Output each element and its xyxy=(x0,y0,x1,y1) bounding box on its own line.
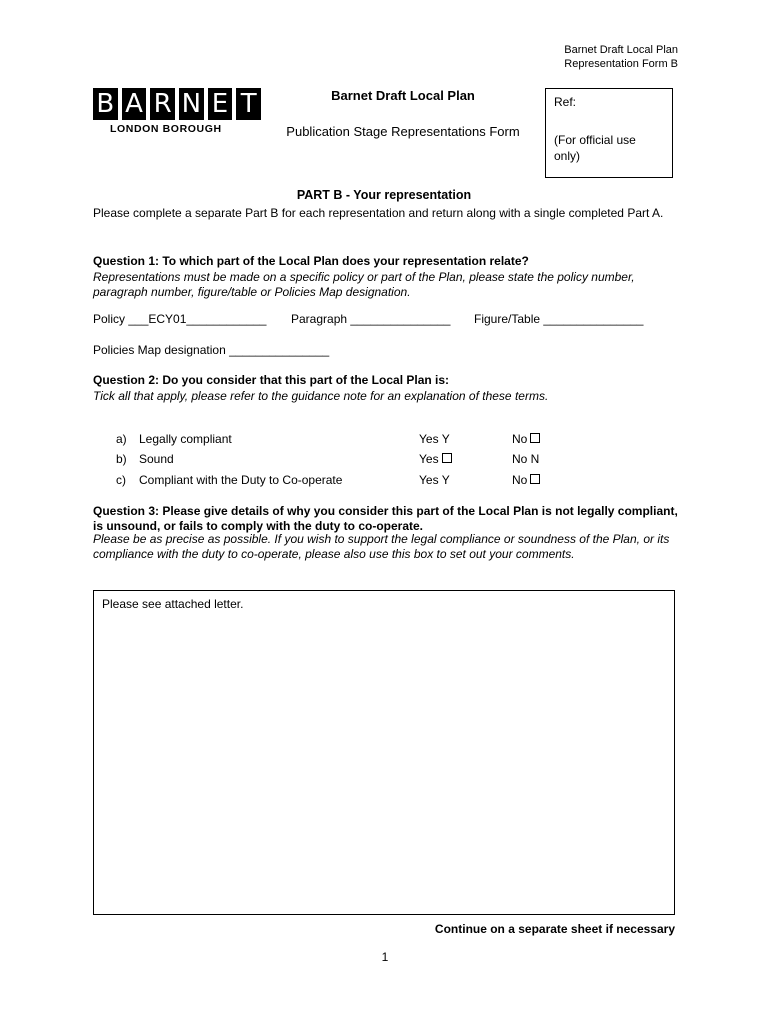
page-number: 1 xyxy=(381,950,389,964)
question-2-heading: Question 2: Do you consider that this part of the Local Plan is: xyxy=(93,373,450,387)
no-checkbox[interactable] xyxy=(512,452,539,466)
continue-note: Continue on a separate sheet if necessary xyxy=(434,922,675,936)
header-line-1: Barnet Draft Local Plan xyxy=(564,44,678,56)
part-b-heading: PART B - Your representation xyxy=(296,188,472,202)
yes-label: Yes Y xyxy=(419,432,450,446)
yes-label: Yes Y xyxy=(419,473,450,487)
question-2-instructions: Tick all that apply, please refer to the guidance note for an explanation of these terms. xyxy=(93,389,549,403)
logo-letter: E xyxy=(208,88,233,120)
yes-checkbox[interactable] xyxy=(419,473,450,487)
option-letter: b) xyxy=(116,452,127,466)
page-subtitle: Publication Stage Representations Form xyxy=(286,124,520,139)
paragraph-field[interactable]: Paragraph _______________ xyxy=(291,312,451,326)
question-1-instructions: Representations must be made on a specific policy or part of the Plan, please state the policy number, paragraph number, figure/table or Policies Map designation. xyxy=(93,270,635,299)
option-label: Legally compliant xyxy=(139,432,232,446)
checkbox-icon xyxy=(530,433,540,443)
ref-label: Ref: xyxy=(554,95,577,109)
barnet-logo xyxy=(93,88,265,136)
yes-checkbox[interactable] xyxy=(419,432,450,446)
no-checkbox[interactable] xyxy=(512,473,540,487)
question-1-heading: Question 1: To which part of the Local Plan does your representation relate? xyxy=(93,254,529,268)
logo-letter: B xyxy=(93,88,118,120)
no-label: No xyxy=(512,432,528,446)
logo-subtitle: LONDON BOROUGH xyxy=(110,123,222,135)
form-reference-header xyxy=(520,43,678,71)
option-letter: c) xyxy=(116,473,126,487)
official-ref-box xyxy=(545,88,673,178)
yes-checkbox[interactable] xyxy=(419,452,452,466)
header-line-2: Representation Form B xyxy=(564,58,678,70)
figure-table-field[interactable]: Figure/Table _______________ xyxy=(474,312,644,326)
page-title: Barnet Draft Local Plan xyxy=(331,88,475,103)
option-label: Sound xyxy=(139,452,174,466)
no-label: No xyxy=(512,473,528,487)
comment-text: Please see attached letter. xyxy=(102,597,244,611)
policies-map-field[interactable]: Policies Map designation _______________ xyxy=(93,343,330,357)
policy-field[interactable]: Policy ___ECY01____________ xyxy=(93,312,267,326)
part-b-intro: Please complete a separate Part B for each representation and return along with a single completed Part A. xyxy=(93,206,664,220)
checkbox-icon xyxy=(530,474,540,484)
yes-label: Yes xyxy=(419,452,439,466)
comments-textarea[interactable] xyxy=(93,590,675,915)
logo-letter: R xyxy=(150,88,175,120)
no-label: No N xyxy=(512,452,540,466)
no-checkbox[interactable] xyxy=(512,432,540,446)
question-3-heading: Question 3: Please give details of why you consider this part of the Local Plan is not legally compliant, is unsound, or fails to comply with the duty to co-operate. xyxy=(93,504,678,533)
option-label: Compliant with the Duty to Co-operate xyxy=(139,473,343,487)
checkbox-icon xyxy=(442,453,452,463)
option-letter: a) xyxy=(116,432,127,446)
question-3-instructions: Please be as precise as possible. If you wish to support the legal compliance or soundness of the Plan, or its compliance with the duty to co-operate, please also use this box to set out your comments. xyxy=(93,532,670,561)
official-use-note: (For official use only) xyxy=(554,133,636,163)
logo-letter: T xyxy=(236,88,261,120)
logo-letter: A xyxy=(122,88,147,120)
logo-letter: N xyxy=(179,88,204,120)
